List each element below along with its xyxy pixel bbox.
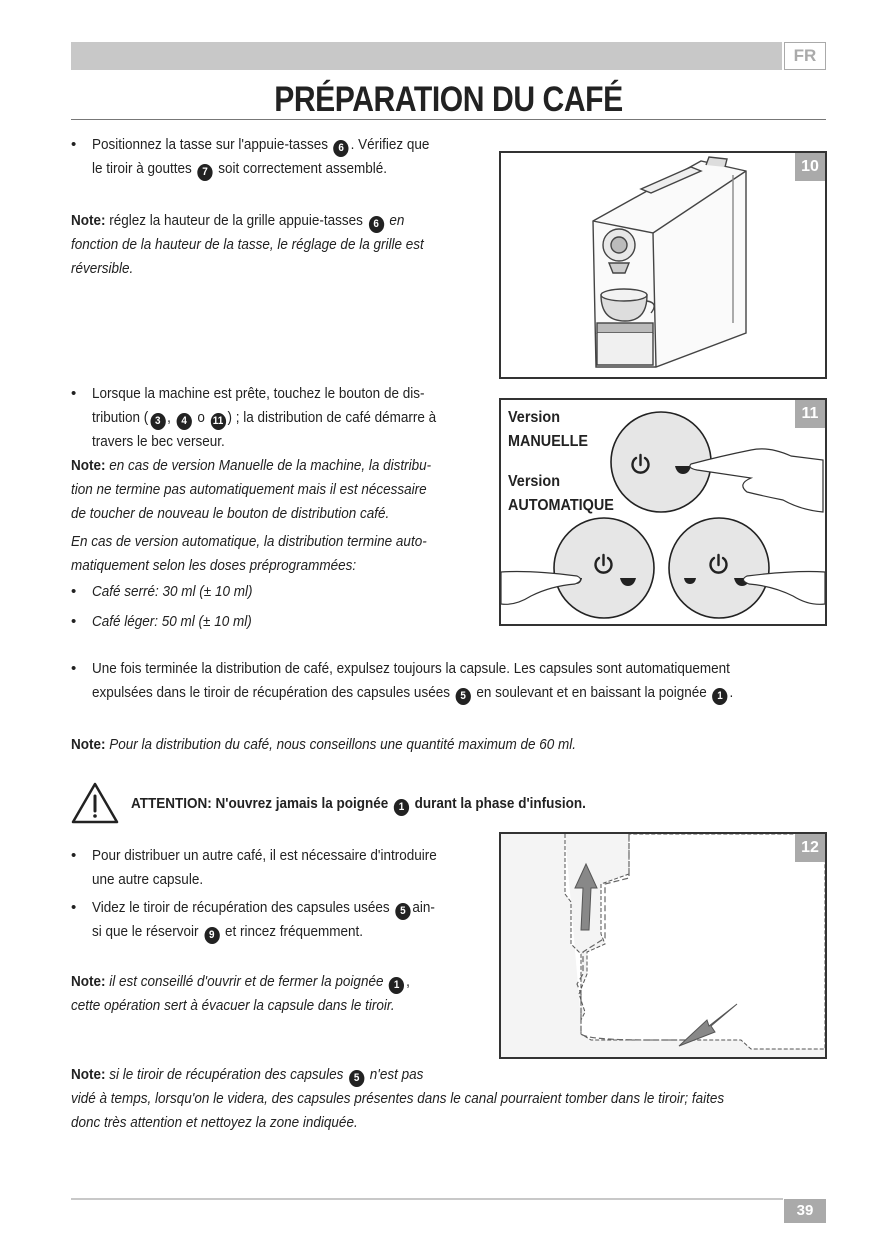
auto-button-panel-left [554, 518, 654, 618]
ref-number: 7 [197, 164, 212, 181]
ref-number: 1 [394, 799, 409, 816]
ref-number: 3 [150, 413, 165, 430]
section2-note: Note: en cas de version Manuelle de la machine, la distribu- tion ne termine pas automatiquement mais il est nécessaire de toucher de nouveau le bouton de distribution café. [71, 457, 432, 522]
footer-divider [71, 1198, 783, 1200]
warning-triangle-icon [71, 782, 119, 824]
section4-bullet-1: Pour distribuer un autre café, il est nécessaire d'introduire une autre capsule. [92, 847, 437, 888]
bullet-marker: • [71, 385, 77, 402]
figure-12 [499, 832, 827, 1059]
bullet-marker: • [71, 660, 77, 677]
ref-number: 5 [456, 688, 471, 705]
figure-number: 10 [795, 153, 825, 181]
header-bar [71, 42, 782, 70]
warning-text: ATTENTION: N'ouvrez jamais la poignée 1 durant la phase d'infusion. [131, 792, 761, 816]
section1-bullet: Positionnez la tasse sur l'appuie-tasses 6 . Vérifiez que le tiroir à gouttes 7 soit correctement assemblé. [92, 133, 479, 181]
section3-bullet: Une fois terminée la distribution de café, expulsez toujours la capsule. Les capsules sont automatiquement expulsées dans le tiroir de récupération des capsules usées 5 en soulevant et en baissant la poignée 1 . [92, 657, 830, 705]
section2-bullet: Lorsque la machine est prête, touchez le bouton de dis- tribution ( 3 , 4 o 11 ) ; la distribution de café démarre à travers le bec verseur. [92, 385, 437, 450]
section4-bullet-2: Videz le tiroir de récupération des capsules usées 5 ain- si que le réservoir 9 et rincez fréquemment. [92, 896, 479, 944]
ref-number: 5 [395, 903, 410, 920]
language-badge: FR [784, 42, 826, 70]
ref-number: 9 [204, 927, 219, 944]
bullet-marker: • [71, 899, 77, 916]
section3-note: Note: Pour la distribution du café, nous conseillons une quantité maximum de 60 ml. [71, 736, 577, 753]
ref-number: 1 [389, 977, 404, 994]
section4-note-2: Note: si le tiroir de récupération des capsules 5 n'est pas vidé à temps, lorsqu'on le videra, des capsules présentes dans le canal pourraient tomber dans le tiroir; faites donc très attention et nettoyez la zone indiquée. [71, 1066, 725, 1131]
ref-number: 6 [368, 216, 383, 233]
touch-buttons-illustration [501, 400, 825, 624]
bullet-marker: • [71, 847, 77, 864]
bullet-marker: • [71, 583, 77, 600]
ref-number: 1 [712, 688, 727, 705]
section4-note-1: Note: il est conseillé d'ouvrir et de fermer la poignée 1 , cette opération sert à évacuer la capsule dans le tiroir. [71, 973, 410, 1014]
bullet-marker: • [71, 136, 77, 153]
coffee-machine-illustration [501, 153, 825, 377]
figure-10 [499, 151, 827, 379]
dose-item-2: Café léger: 50 ml (± 10 ml) [92, 613, 252, 630]
manual-version-label: Version MANUELLE [508, 409, 589, 450]
dose-item-1: Café serré: 30 ml (± 10 ml) [92, 583, 253, 600]
section1-note: Note: réglez la hauteur de la grille appuie-tasses 6 en fonction de la hauteur de la tasse, le réglage de la grille est réversible. [71, 212, 424, 277]
auto-button-panel-right [669, 518, 769, 618]
auto-version-label: Version AUTOMATIQUE [508, 473, 614, 514]
manual-button-panel [611, 412, 711, 512]
section2-auto-text: En cas de version automatique, la distribution termine auto- matiquement selon les doses préprogrammées: [71, 533, 427, 574]
page-number: 39 [784, 1199, 826, 1223]
page-title: PRÉPARATION DU CAFÉ [274, 80, 623, 119]
capsule-drawer-illustration [501, 834, 825, 1057]
figure-number: 11 [795, 400, 825, 428]
ref-number: 4 [176, 413, 191, 430]
figure-11 [499, 398, 827, 626]
ref-number: 5 [349, 1070, 364, 1087]
bullet-marker: • [71, 613, 77, 630]
figure-number: 12 [795, 834, 825, 862]
title-divider [71, 119, 826, 120]
ref-number: 6 [334, 140, 349, 157]
ref-number: 11 [210, 413, 225, 430]
